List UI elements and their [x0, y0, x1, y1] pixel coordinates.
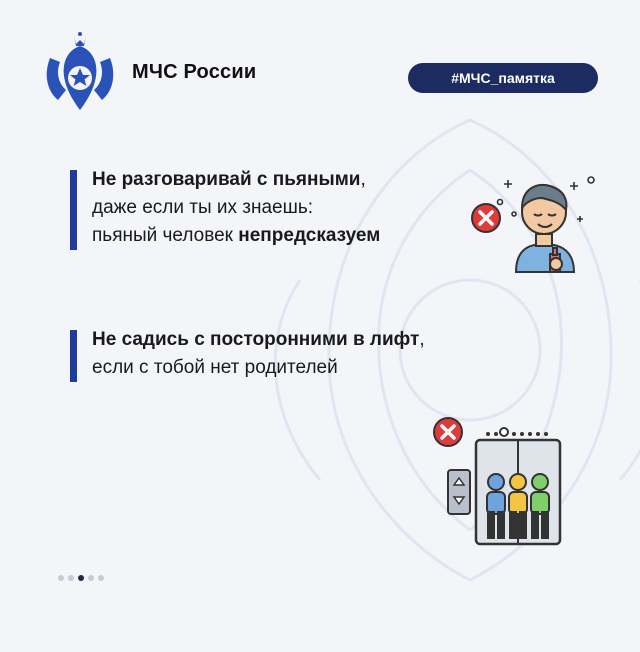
tip-elevator: [70, 326, 425, 382]
brand-name: МЧС России: [132, 60, 257, 83]
tip-lead: Не садись с посторонними в лифт: [92, 329, 420, 350]
elevator-icon: [430, 412, 570, 548]
accent-bar: [70, 170, 77, 250]
prohibited-icon: [472, 204, 500, 232]
tip-line2: даже если ты их знаешь:: [92, 197, 314, 218]
tip-lead: Не разговаривай с пьяными: [92, 169, 361, 190]
tip-line3: пьяный человек: [92, 225, 239, 246]
page-dot[interactable]: [58, 575, 64, 581]
tip-drunk: [70, 166, 380, 250]
page-dot[interactable]: [98, 575, 104, 581]
page-dot-active[interactable]: [78, 575, 84, 581]
tip-line2: если с тобой нет родителей: [92, 357, 338, 378]
hashtag-label: #МЧС_памятка: [451, 70, 555, 86]
tip-line3-bold: непредсказуем: [238, 225, 381, 246]
drunk-person-icon: [470, 168, 600, 280]
brand-header: [40, 28, 256, 116]
pagination-dots[interactable]: [58, 575, 104, 581]
accent-bar: [70, 330, 77, 382]
prohibited-icon: [434, 418, 462, 446]
page-dot[interactable]: [68, 575, 74, 581]
page-dot[interactable]: [88, 575, 94, 581]
tip-text: Не разговаривай с пьяными, даже если ты их знаешь: пьяный человек непредсказуем: [92, 169, 381, 246]
tip-text: Не садись с посторонними в лифт, если с тобой нет родителей: [92, 329, 425, 378]
mchs-emblem-icon: [40, 28, 120, 116]
hashtag-badge: [408, 63, 598, 93]
